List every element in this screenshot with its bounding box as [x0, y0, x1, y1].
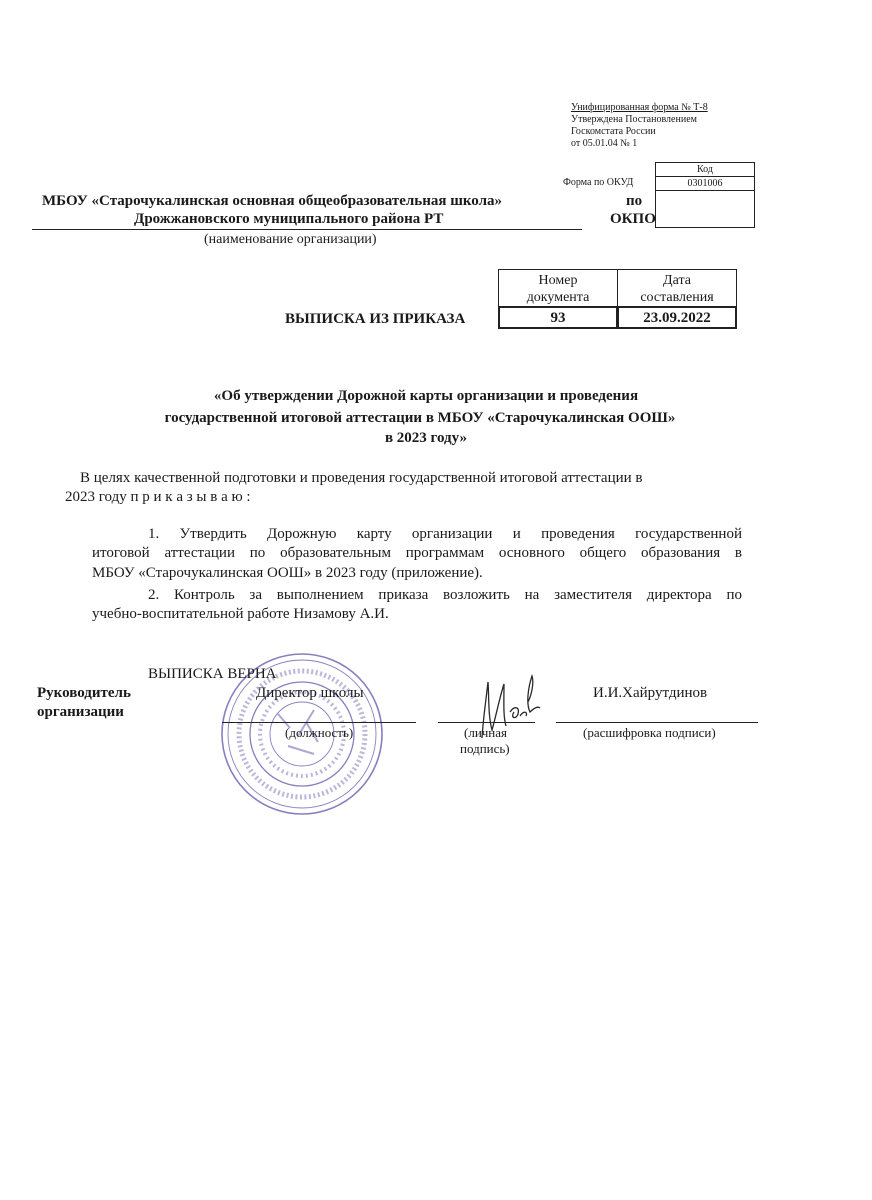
- head-label-2: организации: [37, 704, 124, 720]
- okud-label: Форма по ОКУД: [563, 177, 634, 188]
- document-title: ВЫПИСКА ИЗ ПРИКАЗА: [285, 311, 466, 327]
- intro-line2: 2023 году п р и к а з ы в а ю :: [65, 489, 251, 505]
- item1-line3: МБОУ «Старочукалинская ООШ» в 2023 году (приложение).: [92, 565, 483, 581]
- form-header-line1: Унифицированная форма № Т-8: [571, 102, 708, 113]
- position-underline: [222, 722, 416, 723]
- doc-number-value: 93: [498, 306, 618, 329]
- form-header-line3: Госкомстата России: [571, 126, 656, 137]
- item2-line1: 2. Контроль за выполнением приказа возложить на заместителя директора по: [148, 587, 742, 603]
- subject-line2: государственной итоговой аттестации в МБОУ «Старочукалинская ООШ»: [164, 410, 676, 426]
- item2-line2: учебно-воспитательной работе Низамову А.И.: [92, 606, 389, 622]
- okpo-label: ОКПО: [610, 211, 656, 227]
- subject-line1: «Об утверждении Дорожной карты организации и проведения: [213, 388, 639, 404]
- subject-line3: в 2023 году»: [384, 430, 468, 446]
- name-underline: [556, 722, 758, 723]
- item1-line1: 1. Утвердить Дорожную карту организации и проведения государственной: [148, 526, 742, 542]
- handwritten-signature: [474, 672, 542, 742]
- verified-label: ВЫПИСКА ВЕРНА: [148, 666, 277, 682]
- organization-caption: (наименование организации): [204, 232, 377, 247]
- organization-underline: [32, 229, 582, 230]
- name-caption: (расшифровка подписи): [583, 725, 716, 740]
- position-value: Директор школы: [256, 685, 364, 701]
- doc-date-header: Дата составления: [617, 269, 737, 307]
- personal-caption-1: (личная: [464, 725, 508, 740]
- doc-number-header: Номер документа: [498, 269, 618, 307]
- form-header-line2: Утверждена Постановлением: [571, 114, 697, 125]
- intro-line1: В целях качественной подготовки и проведения государственной итоговой аттестации в: [80, 470, 643, 486]
- personal-caption-2: подпись): [460, 741, 510, 756]
- organization-name-line1: МБОУ «Старочукалинская основная общеобразовательная школа»: [42, 193, 503, 209]
- okud-value-cell: 0301006: [655, 176, 755, 191]
- signer-name: И.И.Хайрутдинов: [593, 685, 708, 701]
- item1-line2: итоговой аттестации по образовательным программам основного общего образования в: [92, 545, 742, 561]
- head-label-1: Руководитель: [37, 685, 131, 701]
- form-header-line4: от 05.01.04 № 1: [571, 138, 638, 149]
- kod-header-cell: Код: [655, 162, 755, 177]
- okpo-value-cell: [655, 190, 755, 228]
- doc-date-value: 23.09.2022: [617, 306, 737, 329]
- position-caption: (должность): [285, 725, 354, 740]
- okpo-label-po: по: [626, 193, 643, 209]
- organization-name-line2: Дрожжановского муниципального района РТ: [134, 211, 444, 227]
